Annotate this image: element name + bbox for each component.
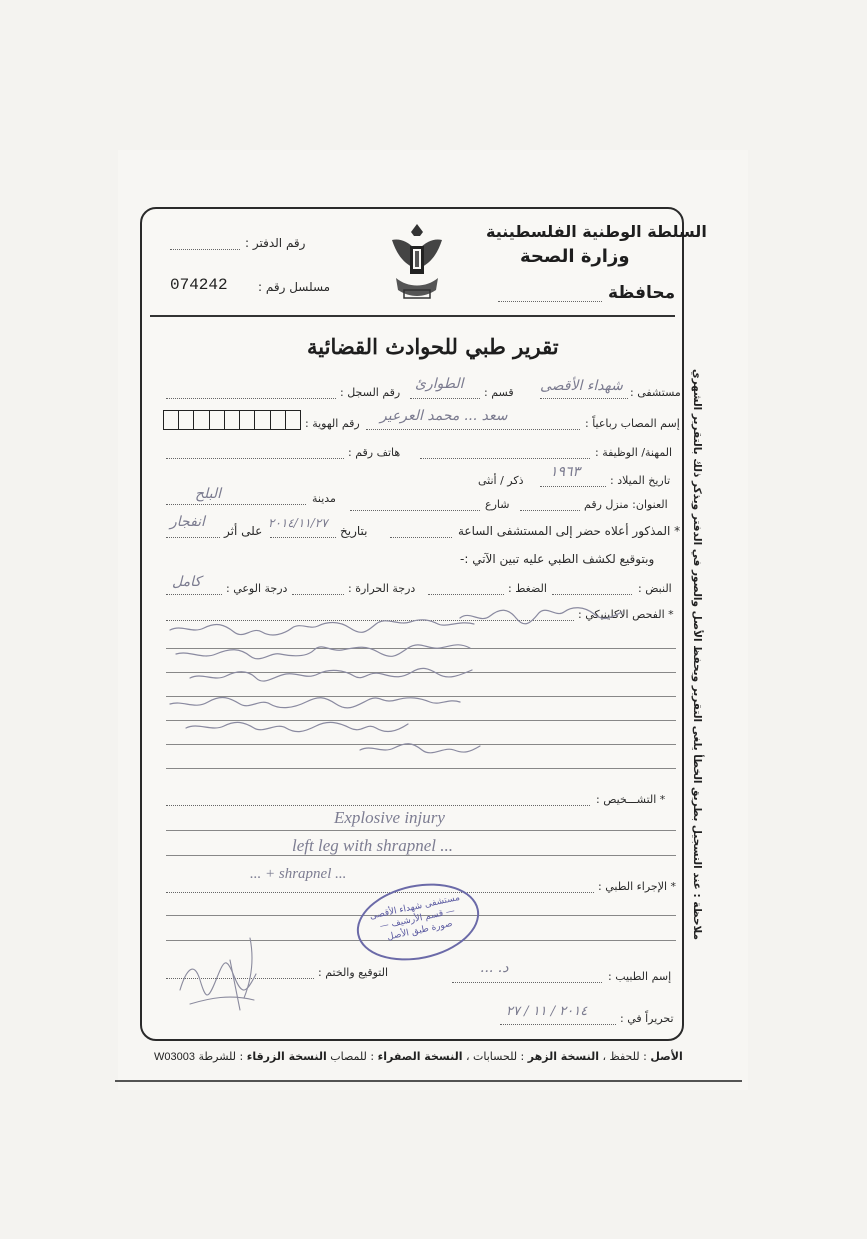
written-on-line (500, 1024, 616, 1025)
stamp-text: مستشفى شهداء الأقصى — قسم الأرشيف — صورة طبق الأصل (368, 892, 461, 943)
diagnosis-value-2: left leg with shrapnel ... (292, 836, 454, 855)
eagle-emblem-icon (386, 218, 448, 306)
authority-title: السلطة الوطنية الفلسطينية (486, 222, 707, 241)
birthdate-value: ١٩٦٣ (550, 464, 581, 480)
side-note: ملاحظة : عند التسجيل بطريق الخطأ يلغى التقرير ويحفظ الأصل والصور في الدفتر ويذكر ذلك بالتقرير الشهري (691, 368, 703, 940)
address-label: العنوان: منزل رقم (584, 498, 668, 511)
doctor-signature (160, 920, 310, 1030)
consciousness-label: درجة الوعي : (226, 582, 288, 595)
pink-copy-text: : للحسابات ، (465, 1050, 525, 1063)
clinical-exam-label: * الفحص الاكلينيكي : (578, 608, 674, 621)
pulse-line (552, 594, 632, 595)
hospital-label: مستشفى : (630, 386, 681, 399)
date-label: بتاريخ (340, 524, 368, 538)
copy-distribution-note (154, 1050, 683, 1063)
diagnosis-line-2 (166, 830, 676, 831)
occupation-label: المهنة/ الوظيفة : (595, 446, 673, 459)
doctor-name-value: د. ... (480, 960, 509, 976)
signature-label: التوقيع والختم : (318, 966, 389, 979)
temperature-label: درجة الحرارة : (348, 582, 416, 595)
clinical-exam-handwriting (150, 600, 675, 770)
pressure-line (428, 594, 504, 595)
diagnosis-value-1: Explosive injury (334, 808, 445, 827)
diagnosis-label: * التشـــخيص : (596, 793, 666, 806)
birthdate-line (540, 486, 606, 487)
date-line (270, 537, 336, 538)
city-label: مدينة (312, 492, 336, 505)
consciousness-value: كامل (172, 574, 202, 590)
procedure-label: * الإجراء الطبي : (598, 880, 677, 893)
department-line (410, 398, 480, 399)
notebook-number-line (170, 249, 240, 250)
ministry-title: وزارة الصحة (520, 246, 630, 267)
form-code: W03003 (154, 1051, 195, 1063)
patient-name-line (366, 429, 580, 430)
house-number-line (520, 510, 580, 511)
attendance-text: * المذكور أعلاه حضر إلى المستشفى الساعة (458, 524, 681, 538)
written-on-label: تحريراً في : (620, 1012, 674, 1025)
hospital-value: شهداء الأقصى (540, 378, 623, 394)
procedure-line (166, 892, 594, 893)
yellow-copy-text: : للمصاب (330, 1050, 375, 1063)
street-line (350, 510, 480, 511)
gender-label: ذكر / أنثى (478, 474, 524, 487)
written-on-value: ٢٠١٤ / ١١ / ٢٧ (506, 1004, 588, 1019)
doctor-name-label: إسم الطبيب : (608, 970, 672, 983)
birthdate-label: تاريخ الميلاد : (610, 474, 671, 487)
hour-line (390, 537, 452, 538)
header-divider (150, 315, 675, 317)
pulse-label: النبض : (638, 582, 672, 595)
blue-copy-text: : للشرطة (198, 1050, 244, 1063)
yellow-copy-label: النسخة الصفراء (377, 1050, 463, 1063)
temperature-line (292, 594, 344, 595)
doctor-name-line (452, 982, 602, 983)
page-bottom-rule (115, 1080, 742, 1082)
cause-line (166, 537, 220, 538)
cause-value: انفجار (170, 514, 205, 530)
serial-label: مسلسل رقم : (258, 280, 331, 294)
occupation-line (420, 458, 590, 459)
governorate-line (498, 301, 602, 302)
city-value: البلح (195, 486, 222, 502)
phone-label: هاتف رقم : (348, 446, 401, 459)
street-label: شارع (485, 498, 510, 511)
governorate-label: محافظة (608, 283, 676, 303)
record-line (166, 398, 336, 399)
notebook-number-label: رقم الدفتر : (245, 236, 306, 250)
patient-name-value: سعد ... محمد العرعير (380, 408, 508, 424)
serial-number: 074242 (170, 276, 228, 294)
diagnosis-line (166, 805, 590, 806)
following-label: على أثر (224, 524, 263, 538)
pink-copy-label: النسخة الزهر (527, 1050, 599, 1063)
hospital-line (540, 398, 628, 399)
original-copy-label: الأصل (650, 1050, 683, 1063)
original-copy-text: : للحفظ ، (602, 1050, 647, 1063)
exam-intro: وبتوقيع لكشف الطبي عليه تبين الآتي :- (460, 552, 655, 566)
city-line (166, 504, 306, 505)
date-value: ٢٠١٤/١١/٢٧ (268, 516, 328, 530)
consciousness-line (166, 594, 222, 595)
phone-line (166, 458, 344, 459)
blue-copy-label: النسخة الزرقاء (246, 1050, 327, 1063)
id-label: رقم الهوية : (305, 417, 360, 430)
pressure-label: الضغط : (508, 582, 547, 595)
id-number-boxes (163, 410, 301, 430)
procedure-value: ... + shrapnel ... (250, 866, 347, 882)
patient-name-label: إسم المصاب رباعياً : (585, 417, 680, 430)
department-label: قسم : (484, 386, 514, 399)
department-value: الطوارئ (415, 376, 464, 392)
report-title: تقرير طبي للحوادث القضائية (307, 334, 559, 359)
record-label: رقم السجل : (340, 386, 401, 399)
